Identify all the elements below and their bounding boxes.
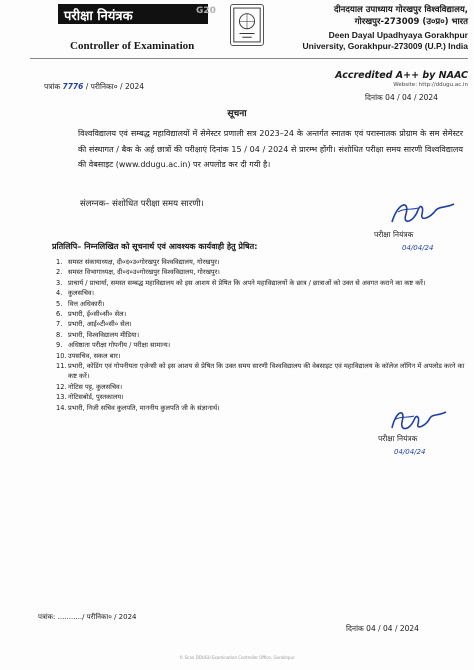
copy-to-item-text: प्राचार्य / प्राचार्या, समस्त सम्बद्ध महाविद्यालय को इस आशय से प्रेषित कि अपने महाविद्यालयों के छात्र / छात्राओं को उक्त से अवगत कराने का कष्ट करें। (68, 278, 426, 287)
copy-to-heading: प्रतिलिपि– निम्नलिखित को सूचनार्थ एवं आवश्यक कार्यवाही हेतु प्रेषित: (52, 242, 258, 251)
university-name-english (278, 30, 468, 52)
reference-handwritten-number: 7776 (62, 82, 84, 91)
copy-to-item-text: प्रभारी, ई०सी०सी० सेल। (68, 310, 127, 319)
naac-accreditation: Accredited A++ by NAAC (335, 70, 468, 81)
copy-to-item (56, 299, 466, 309)
copy-to-item (56, 309, 466, 319)
issue-date: दिनांक 04 / 04 / 2024 (365, 93, 438, 102)
signature-block-bottom (372, 402, 462, 472)
footer-note: © Scan DDUGU Examination Controller Office, Gorakhpur (179, 655, 295, 660)
notice-body: विश्वविद्यालय एवं सम्बद्ध महाविद्यालयों में सेमेस्टर प्रणाली सत्र 2023–24 के अन्तर्गत स्नातक एवं परास्नातक प्रोग्राम के सम सेमेस्टर की संस्थागत / बैक के अर्ह छात्रों की परीक्षाएं दिनांक 15 / 04 / 2024 से प्रारम्भ होंगी। संशोधित परीक्षा समय सारणी विश्वविद्यालय की वेबसाइट (www.ddugu.ac.in) पर अपलोड कर दी गयी है। (78, 129, 463, 169)
copy-to-item-number: 3. (56, 278, 63, 287)
enclosure-line: संलग्नक– संशोधित परीक्षा समय सारणी। (80, 199, 204, 209)
website-link[interactable]: Website: http://ddugu.ac.in (393, 82, 468, 88)
copy-to-item-text: प्रभारी, कोडिंग एवं गोपनीयता एजेन्सी को इस आशय से प्रेषित कि उक्त समय सारणी विश्वविद्यालय की वेबसाइट एवं महाविद्यालय के कॉलेज लॉगिन में अपलोड करने का कष्ट करें। (68, 362, 465, 381)
copy-to-item-number: 4. (56, 289, 63, 298)
copy-to-item (56, 330, 466, 340)
copy-to-item-number: 1. (56, 258, 63, 266)
office-subtitle: Controller of Examination (70, 40, 195, 52)
copy-to-item-number: 5. (56, 299, 63, 308)
university-emblem-icon (230, 4, 264, 46)
copy-to-item (56, 382, 466, 392)
copy-to-item-text: नोटिस पट्ट, कुलसचिव। (68, 382, 123, 391)
copy-to-list (56, 257, 466, 413)
copy-to-item-text: समस्त संकायाध्यक्ष, दी०द०उ०गोरखपुर विश्वविद्यालय, गोरखपुर। (68, 258, 220, 266)
reference-number (44, 82, 144, 92)
university-name-english-line1: Deen Dayal Upadhyaya Gorakhpur (328, 30, 468, 40)
reference-prefix: पत्रांक (44, 82, 61, 91)
reference-suffix: / परीनिका० / 2024 (85, 82, 145, 91)
reference-number-bottom: पत्रांक: .........../ परीनिका० / 2024 (38, 613, 137, 621)
copy-to-item-text: वित्त अधिकारी। (68, 299, 105, 308)
copy-to-item-number: 8. (56, 330, 63, 339)
signature-block-top (374, 192, 464, 262)
university-name-hindi-line2: गोरखपुर-273009 (उ०प्र०) भारत (354, 17, 468, 27)
signature-label-top: परीक्षा नियंत्रक (374, 230, 414, 239)
copy-to-item (56, 340, 466, 350)
copy-to-item-text: नोटिसबोर्ड, पुस्तकालय। (68, 393, 124, 402)
copy-to-item-number: 14. (56, 403, 67, 412)
copy-to-item-number: 7. (56, 320, 63, 329)
copy-to-item-number: 12. (56, 382, 67, 391)
copy-to-item-text: समस्त विभागाध्यक्ष, दी०द०उ०गोरखपुर विश्वविद्यालय, गोरखपुर। (68, 268, 220, 277)
notice-heading: सूचना (227, 109, 247, 119)
copy-to-item-number: 6. (56, 310, 63, 319)
copy-to-item-text: कुलसचिव। (68, 289, 95, 298)
copy-to-item (56, 267, 466, 277)
university-name-english-line2: University, Gorakhpur-273009 (U.P.) India (302, 41, 468, 51)
copy-to-item-text: प्रभारी, निजी सचिव कुलपति, माननीय कुलपति जी के संज्ञानार्थ। (68, 403, 220, 412)
office-title: परीक्षा नियंत्रक (58, 4, 208, 24)
copy-to-item-text: प्रभारी, आई०टी०सी० सेल। (68, 320, 132, 329)
copy-to-item-text: प्रभारी, विश्वविद्यालय मीडिया। (68, 330, 140, 339)
copy-to-item-number: 9. (56, 341, 63, 350)
copy-to-item-text: उपसचिव, सकल बार। (68, 351, 121, 360)
university-name-hindi (278, 4, 468, 28)
copy-to-item-number: 11. (56, 362, 67, 371)
university-name-hindi-line1: दीनदयाल उपाध्याय गोरखपुर विश्वविद्यालय, (333, 5, 468, 15)
header-divider (30, 58, 468, 59)
copy-to-item (56, 257, 466, 267)
copy-to-item-text: अधिष्ठाता परीक्षा गोपनीय / परीक्षा सामान्य। (68, 341, 171, 350)
signature-date-top: 04/04/24 (402, 244, 434, 252)
copy-to-item (56, 319, 466, 329)
copy-to-item-number: 13. (56, 393, 67, 402)
copy-to-item (56, 278, 466, 288)
issue-date-bottom: दिनांक 04 / 04 / 2024 (346, 624, 419, 633)
copy-to-item (56, 361, 466, 382)
copy-to-item (56, 288, 466, 298)
copy-to-item-number: 10. (56, 351, 67, 360)
copy-to-item-number: 2. (56, 268, 63, 277)
copy-to-item (56, 351, 466, 361)
signature-label-bottom: परीक्षा नियंत्रक (378, 434, 418, 443)
g20-logo: G20 (196, 6, 216, 16)
signature-date-bottom: 04/04/24 (394, 448, 426, 456)
